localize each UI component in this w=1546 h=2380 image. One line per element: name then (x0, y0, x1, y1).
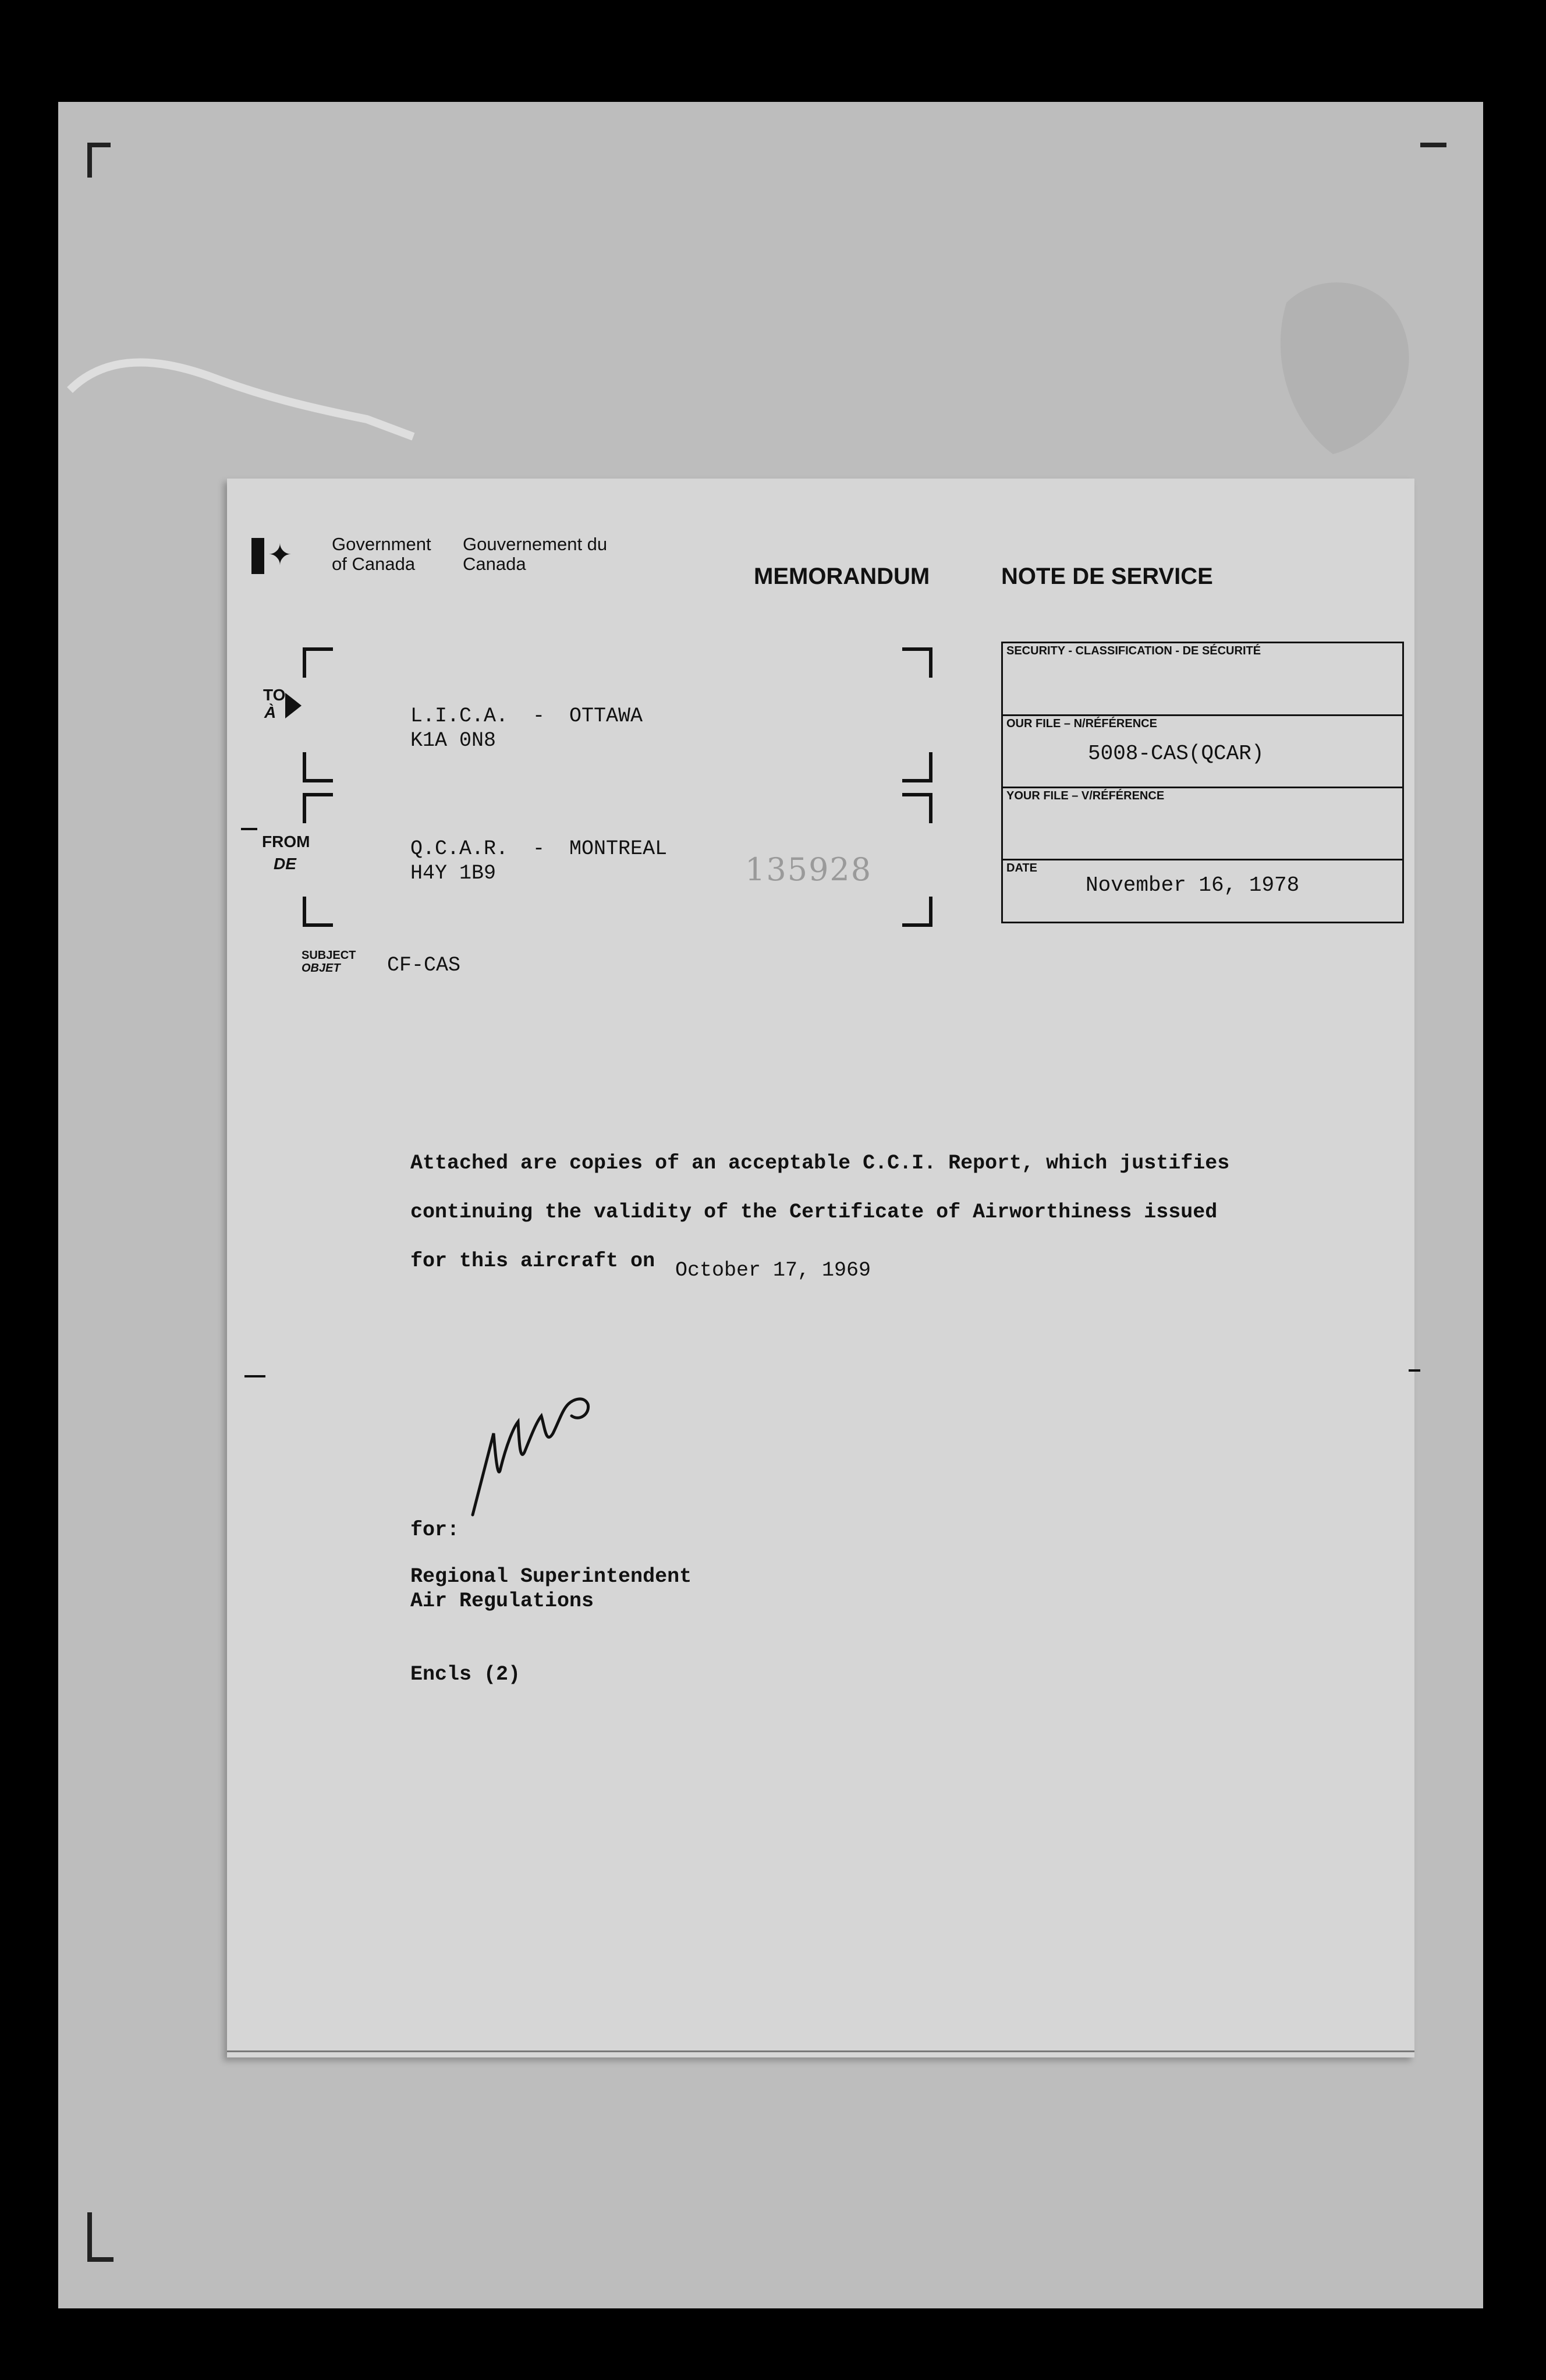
security-label: SECURITY - CLASSIFICATION - DE SÉCURITÉ (1006, 644, 1261, 657)
from-line1: Q.C.A.R. - MONTREAL (410, 837, 668, 860)
from-bracket-br (902, 897, 932, 927)
gov-fr: Gouvernement du Canada (463, 534, 608, 574)
to-bracket-bl (303, 752, 333, 782)
gov-en: Government of Canada (332, 534, 431, 574)
stain-left (64, 326, 437, 442)
from-label: FROM (262, 833, 310, 851)
body-date-inserted: October 17, 1969 (675, 1259, 871, 1282)
from-bracket-tr (902, 793, 932, 823)
signature-title-line2: Air Regulations (410, 1589, 594, 1613)
enclosures: Encls (2) (410, 1663, 521, 1686)
margin-tick-right (1409, 1369, 1420, 1372)
crop-mark-bottom-left-h (87, 2257, 114, 2262)
date-row (1003, 859, 1402, 923)
crop-mark-top-left (87, 143, 92, 178)
our-file-label: OUR FILE – N/RÉFÉRENCE (1006, 717, 1157, 730)
to-label: TO (263, 686, 286, 704)
stamp-number: 135928 (745, 851, 873, 888)
memorandum-sheet (227, 479, 1414, 2057)
to-line1: L.I.C.A. - OTTAWA (410, 704, 643, 728)
stain-right (1251, 233, 1449, 477)
canada-flag-icon: ✦ (251, 538, 298, 574)
to-bracket-tl (303, 647, 333, 678)
signature-title-line1: Regional Superintendent (410, 1565, 692, 1588)
for-label: for: (410, 1518, 460, 1542)
form-footer-rule (227, 2050, 1414, 2052)
subject-label-fr: OBJET (302, 962, 341, 975)
from-bracket-bl (303, 897, 333, 927)
handwritten-signature (460, 1381, 600, 1521)
your-file-label: YOUR FILE – V/RÉFÉRENCE (1006, 789, 1165, 802)
to-bracket-tr (902, 647, 932, 678)
date-label: DATE (1006, 862, 1037, 874)
from-line2: H4Y 1B9 (410, 862, 497, 885)
margin-tick-left (244, 1375, 265, 1377)
our-file-value: 5008-CAS(QCAR) (1088, 742, 1264, 766)
body-line1: Attached are copies of an acceptable C.C.I. Report, which justifies (410, 1152, 1230, 1175)
crop-mark-top-left-h (87, 143, 111, 147)
body-line3: for this aircraft on (410, 1249, 655, 1273)
from-bracket-tl (303, 793, 333, 823)
crop-mark-top-right (1420, 143, 1446, 147)
to-label-fr: À (264, 703, 276, 721)
memorandum-heading: MEMORANDUM (754, 564, 930, 589)
to-bracket-br (902, 752, 932, 782)
your-file-row (1003, 787, 1402, 859)
reference-box (1001, 642, 1404, 923)
subject-value: CF-CAS (387, 954, 461, 977)
crop-mark-bottom-left (87, 2212, 92, 2262)
subject-label: SUBJECT (302, 949, 356, 962)
to-arrow-icon (285, 693, 302, 718)
date-value: November 16, 1978 (1086, 873, 1300, 897)
margin-tick-left-from (241, 828, 257, 830)
our-file-row (1003, 714, 1402, 787)
note-de-service-heading: NOTE DE SERVICE (1001, 564, 1213, 589)
from-label-fr: DE (274, 855, 296, 873)
body-line2: continuing the validity of the Certificate of Airworthiness issued (410, 1200, 1218, 1224)
to-line2: K1A 0N8 (410, 729, 497, 752)
